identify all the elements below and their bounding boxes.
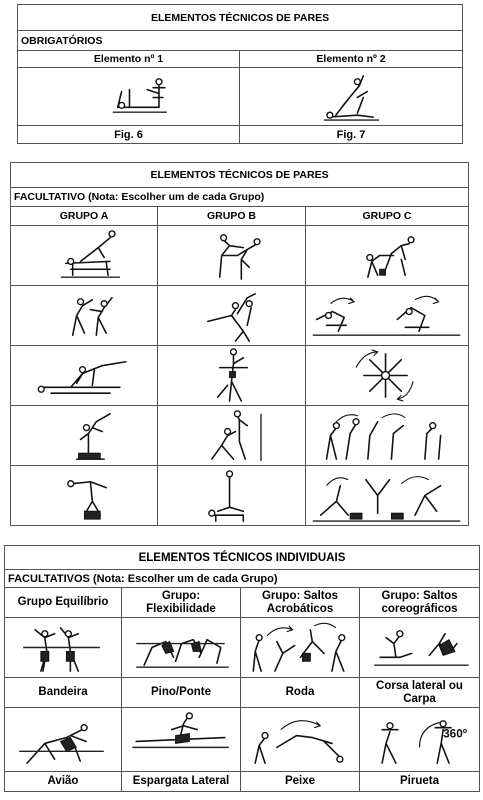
pair-figure-icon xyxy=(158,346,305,405)
figure-cell xyxy=(11,346,158,406)
table-title: ELEMENTOS TÉCNICOS DE PARES xyxy=(18,5,463,31)
figure-caption: Fig. 7 xyxy=(240,126,463,144)
section-label: FACULTATIVOS (Nota: Escolher um de cada Grupo) xyxy=(5,570,480,588)
figure-cell xyxy=(241,708,360,772)
column-header: GRUPO C xyxy=(306,207,469,226)
figure-cell xyxy=(122,618,241,678)
flexibility-figure-icon xyxy=(122,618,240,677)
pair-figure-icon xyxy=(158,466,305,525)
column-header: Grupo: Saltos coreográficos xyxy=(360,588,480,618)
figure-cell xyxy=(11,226,158,286)
column-header: Elemento nº 1 xyxy=(18,51,240,68)
split-figure-icon xyxy=(122,708,240,771)
pair-figure-icon xyxy=(158,226,305,285)
figure-cell xyxy=(18,68,240,126)
table-title: ELEMENTOS TÉCNICOS INDIVIDUAIS xyxy=(5,546,480,570)
column-header: Grupo: Saltos Acrobáticos xyxy=(241,588,360,618)
leap-figure-icon xyxy=(360,618,479,677)
figure-cell xyxy=(158,466,306,526)
table-individuais xyxy=(4,545,480,792)
pair-figure-icon xyxy=(306,406,468,465)
figure-cell xyxy=(360,618,480,678)
pirouette-figure-icon xyxy=(360,708,479,771)
pair-figure-icon xyxy=(158,406,305,465)
figure-cell xyxy=(158,346,306,406)
element-label: Avião xyxy=(5,772,122,792)
arabesque-figure-icon xyxy=(5,708,121,771)
figure-cell xyxy=(241,618,360,678)
element-label: Pino/Ponte xyxy=(122,678,241,708)
pirouette-degrees: 360º xyxy=(443,726,468,741)
table-facultativo-pares xyxy=(10,162,469,526)
pair-figure-icon xyxy=(240,68,462,125)
figure-caption: Fig. 6 xyxy=(18,126,240,144)
element-label: Pirueta xyxy=(360,772,480,792)
pair-figure-icon xyxy=(11,226,157,285)
section-label: FACULTATIVO (Nota: Escolher um de cada Grupo) xyxy=(11,188,469,207)
figure-cell xyxy=(5,708,122,772)
column-header: Grupo Equilíbrio xyxy=(5,588,122,618)
figure-cell xyxy=(306,226,469,286)
balance-figure-icon xyxy=(5,618,121,677)
pair-figure-icon xyxy=(158,286,305,345)
figure-cell xyxy=(240,68,463,126)
element-label: Bandeira xyxy=(5,678,122,708)
figure-cell xyxy=(158,406,306,466)
figure-cell xyxy=(11,286,158,346)
figure-cell xyxy=(360,708,480,772)
pair-figure-icon xyxy=(306,346,468,405)
element-label: Espargata Lateral xyxy=(122,772,241,792)
figure-cell xyxy=(158,286,306,346)
element-label: Corsa lateral ou Carpa xyxy=(360,678,480,708)
figure-cell xyxy=(306,406,469,466)
column-header: GRUPO A xyxy=(11,207,158,226)
figure-cell xyxy=(306,286,469,346)
element-label: Peixe xyxy=(241,772,360,792)
figure-cell xyxy=(11,406,158,466)
table-obrigatorios xyxy=(17,4,463,144)
pair-figure-icon xyxy=(306,466,468,525)
column-header: GRUPO B xyxy=(158,207,306,226)
pair-figure-icon xyxy=(306,226,468,285)
figure-cell xyxy=(5,618,122,678)
column-header: Elemento nº 2 xyxy=(240,51,463,68)
pair-figure-icon xyxy=(18,68,239,125)
column-header: Grupo: Flexibilidade xyxy=(122,588,241,618)
section-label: OBRIGATÓRIOS xyxy=(18,31,463,51)
figure-cell xyxy=(11,466,158,526)
dive-roll-figure-icon xyxy=(241,708,359,771)
table-title: ELEMENTOS TÉCNICOS DE PARES xyxy=(11,163,469,188)
pair-figure-icon xyxy=(11,286,157,345)
pair-figure-icon xyxy=(11,406,157,465)
figure-cell xyxy=(122,708,241,772)
figure-cell xyxy=(306,346,469,406)
pair-figure-icon xyxy=(306,286,468,345)
figure-cell xyxy=(306,466,469,526)
element-label: Roda xyxy=(241,678,360,708)
pair-figure-icon xyxy=(11,466,157,525)
cartwheel-figure-icon xyxy=(241,618,359,677)
pair-figure-icon xyxy=(11,346,157,405)
figure-cell xyxy=(158,226,306,286)
